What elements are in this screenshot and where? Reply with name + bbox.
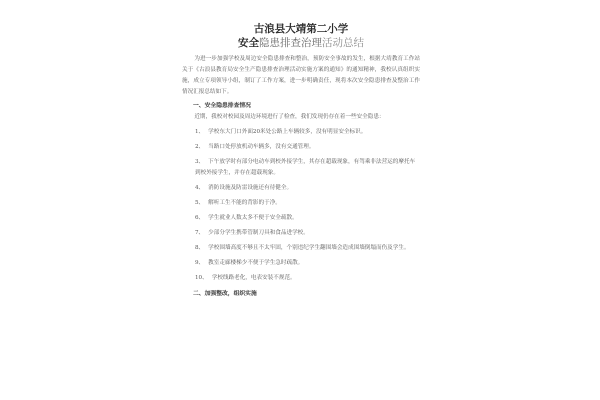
- title-part-b: 隐患排: [259, 37, 291, 49]
- list-item: 8、 学校围墙高度不够且不太牢固，个别违纪学生翻围墙会造成围墙倒塌而伤及学生。: [195, 245, 410, 251]
- list-item: 1、 学校东大门口外面20米处公路上车辆较多，没有明显安全标识。: [195, 129, 367, 135]
- intro-paragraph: 为进一步加强学校及周边安全隐患排查和整治，预防安全事故的发生，根据大靖教育工作站关于《古浪县教育局安全生产隐患排查治理活动实施方案的通知》的通知精神，我校认真组织实施，成立专项领导小组，制订了工作方案，进一步明确责任，现将本次安全隐患排查及整治工作情况汇报总结如下。: [182, 56, 420, 95]
- hazard-list: [182, 127, 420, 284]
- list-item: 5、 解听工生不能的背影的于净。: [195, 200, 281, 206]
- list-item: 7、 少部分学生携带管制刀具和食品进学校。: [195, 230, 309, 236]
- list-item: 10、 学校线路老化，电表安装不规范。: [195, 275, 296, 281]
- list-item: 9、 教室走廊楼梯少不便于学生急时疏散。: [195, 260, 304, 266]
- list-item: 6、 学生就业人数太多不便于安全疏散。: [195, 215, 298, 221]
- list-item: 2、 当路口处停放机动车辆多，没有交通管理。: [195, 144, 315, 150]
- section1-intro: 近期，我校对校园及周边环境进行了检查，我们发现仍存在着一些安全隐患：: [194, 114, 385, 120]
- title-part-d: 活动总结: [322, 37, 364, 49]
- document-title-line1: 古浪县大靖第二小学: [253, 23, 349, 35]
- list-item: 4、 消防设施及防雷设施还有待健全。: [195, 185, 293, 191]
- section2-heading: 二、加强整改，组织实施: [193, 291, 257, 297]
- document-page: [182, 22, 420, 392]
- title-part-c: 查治理: [290, 37, 322, 49]
- list-item: 3、 下午放学时有部分电动车到校外接学生，其存在超载现象，有驾乘非法营运的摩托车到校外接学生，并存在超载现象。: [195, 159, 416, 176]
- title-part-a: 安全: [238, 37, 259, 49]
- section1-heading: 一、安全隐患排查情况: [193, 103, 251, 109]
- document-title-line2: [182, 36, 420, 50]
